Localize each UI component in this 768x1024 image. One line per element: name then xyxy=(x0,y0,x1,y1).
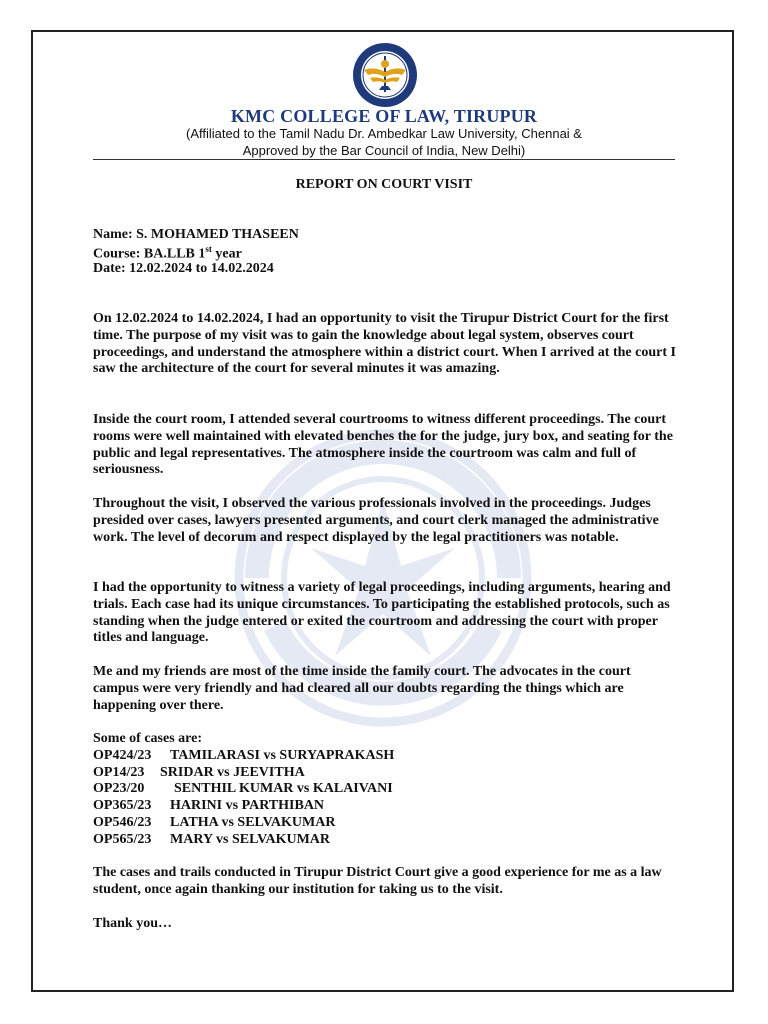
header-divider xyxy=(93,159,675,160)
case-item xyxy=(93,781,393,797)
case-parties: SENTHIL KUMAR vs KALAIVANI xyxy=(174,781,393,796)
affiliation-line-2: Approved by the Bar Council of India, New Delhi) xyxy=(242,143,526,158)
signoff: Thank you… xyxy=(93,916,172,931)
cases-heading: Some of cases are: xyxy=(93,731,202,746)
paragraph-professionals: Throughout the visit, I observed the various professionals involved in the proceedings. Judges presided over cases, lawyers presented arguments, and court clerk managed the administrative work. The level of decorum and respect displayed by the legal practitioners was notable. xyxy=(93,496,659,545)
case-item xyxy=(93,832,330,848)
case-number: OP565/23 xyxy=(93,832,152,847)
paragraph-family-court: Me and my friends are most of the time inside the family court. The advocates in the court campus were very friendly and had cleared all our doubts regarding the things which are happening over there. xyxy=(93,664,631,713)
case-parties: HARINI vs PARTHIBAN xyxy=(170,798,325,813)
case-parties: LATHA vs SELVAKUMAR xyxy=(170,815,336,830)
closing-paragraph: The cases and trails conducted in Tirupur District Court give a good experience for me as a law student, once again thanking our institution for taking us to the visit. xyxy=(93,865,662,897)
affiliation-line-1: (Affiliated to the Tamil Nadu Dr. Ambedkar Law University, Chennai & xyxy=(186,126,582,141)
course-suffix: year xyxy=(211,246,242,262)
case-item xyxy=(93,798,324,814)
case-number: OP546/23 xyxy=(93,815,152,830)
case-number: OP23/20 xyxy=(93,781,145,796)
course-text: Course: BA.LLB 1 xyxy=(93,246,206,262)
case-parties: MARY vs SELVAKUMAR xyxy=(170,832,331,847)
case-item xyxy=(93,765,305,781)
case-number: OP424/23 xyxy=(93,748,152,763)
visit-date: Date: 12.02.2024 to 14.02.2024 xyxy=(93,261,274,276)
paragraph-intro: On 12.02.2024 to 14.02.2024, I had an opportunity to visit the Tirupur District Court for the first time. The purpose of my visit was to gain the knowledge about legal system, observes court proceedings, and understand the atmosphere within a district court. When I arrived at the court I saw the architecture of the court for several minutes it was amazing. xyxy=(93,311,676,377)
case-parties: TAMILARASI vs SURYAPRAKASH xyxy=(170,748,395,763)
course-line xyxy=(93,244,242,263)
student-name: Name: S. MOHAMED THASEEN xyxy=(93,227,299,242)
case-number: OP14/23 xyxy=(93,765,145,780)
college-name: KMC COLLEGE OF LAW, TIRUPUR xyxy=(230,106,538,126)
report-title: REPORT ON COURT VISIT xyxy=(295,177,473,192)
paragraph-courtroom: Inside the court room, I attended several courtrooms to witness different proceedings. The court rooms were well maintained with elevated benches the for the judge, jury box, and seating for the public and legal representatives. The atmosphere inside the courtroom was calm and full of seriousness. xyxy=(93,412,673,478)
case-parties: SRIDAR vs JEEVITHA xyxy=(160,765,305,780)
case-number: OP365/23 xyxy=(93,798,152,813)
paragraph-proceedings: I had the opportunity to witness a variety of legal proceedings, including arguments, hearing and trials. Each case had its unique circumstances. To participating the established protocols, such as standing when the judge entered or exited the courtroom and addressing the court with proper titles and language. xyxy=(93,580,671,646)
course-superscript: st xyxy=(205,244,212,254)
case-item xyxy=(93,748,394,764)
case-item xyxy=(93,815,335,831)
college-logo xyxy=(352,42,418,108)
